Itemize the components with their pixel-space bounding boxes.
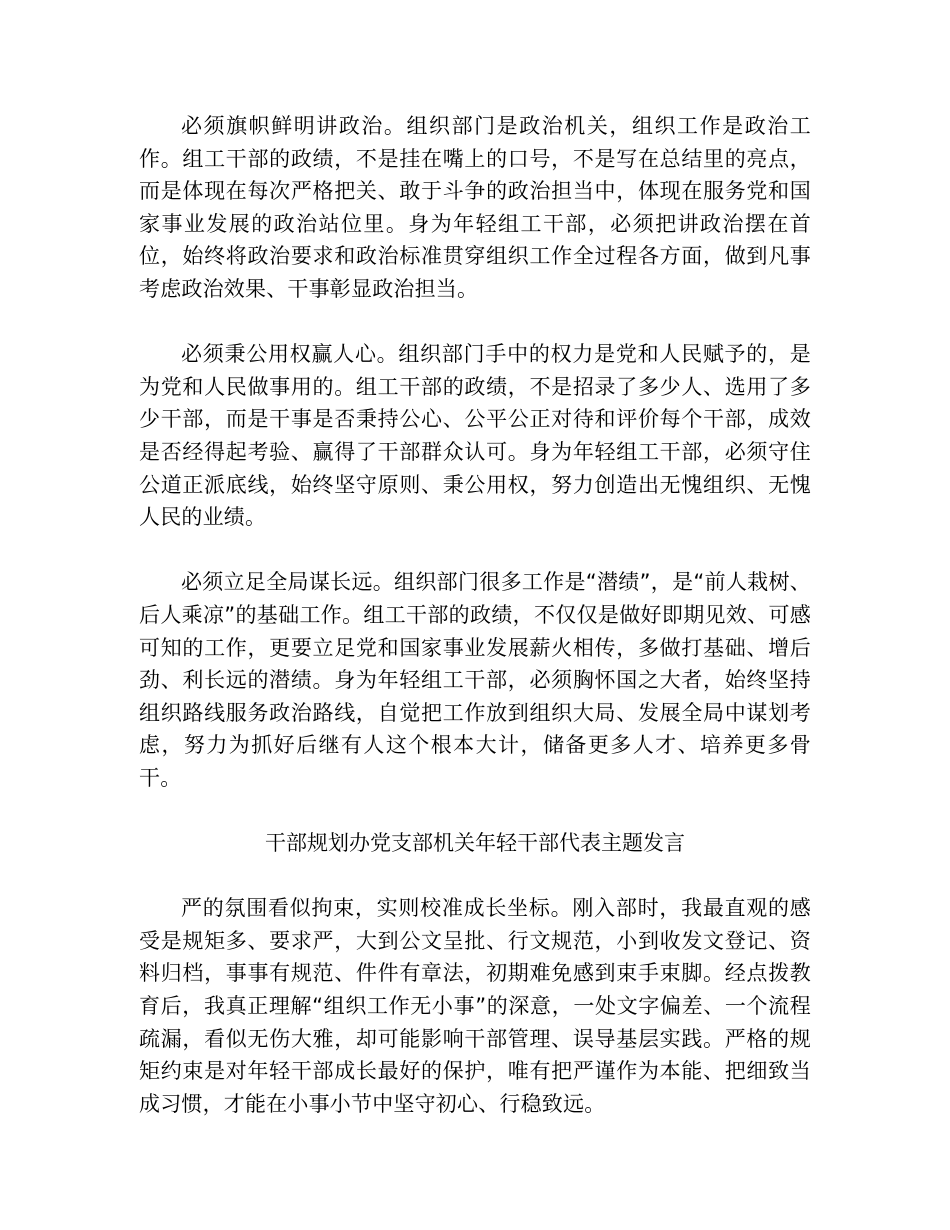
paragraph-politics: 必须旗帜鲜明讲政治。组织部门是政治机关，组织工作是政治工作。组工干部的政绩，不是挂在嘴上的口号，不是写在总结里的亮点，而是体现在每次严格把关、敢于斗争的政治担当中，体现在服务党和国家事业发展的政治站位里。身为年轻组工干部，必须把讲政治摆在首位，始终将政治要求和政治标准贯穿组织工作全过程各方面，做到凡事考虑政治效果、干事彰显政治担当。 — [139, 114, 811, 301]
section-heading: 干部规划办党支部机关年轻干部代表主题发言 — [265, 831, 685, 856]
document-page — [139, 110, 811, 1153]
paragraph-overall: 必须立足全局谋长远。组织部门很多工作是“潜绩”，是“前人栽树、后人乘凉”的基础工作。组工干部的政绩，不仅仅是做好即期见效、可感可知的工作，更要立足党和国家事业发展薪火相传，多做打基础、增后劲、利长远的潜绩。身为年轻组工干部，必须胸怀国之大者，始终坚持组织路线服务政治路线，自觉把工作放到组织大局、发展全局中谋划考虑，努力为抓好后继有人这个根本大计，储备更多人才、培养更多骨干。 — [139, 570, 811, 790]
paragraph-power: 必须秉公用权赢人心。组织部门手中的权力是党和人民赋予的，是为党和人民做事用的。组工干部的政绩，不是招录了多少人、选用了多少干部，而是干事是否秉持公心、公平公正对待和评价每个干部，成效是否经得起考验、赢得了干部群众认可。身为年轻组工干部，必须守住公道正派底线，始终坚守原则、秉公用权，努力创造出无愧组织、无愧人民的业绩。 — [139, 342, 811, 530]
paragraph-strict: 严的氛围看似拘束，实则校准成长坐标。刚入部时，我最直观的感受是规矩多、要求严，大到公文呈批、行文规范，小到收发文登记、资料归档，事事有规范、件件有章法，初期难免感到束手束脚。经点拨教育后，我真正理解“组织工作无小事”的深意，一处文字偏差、一个流程疏漏，看似无伤大雅，却可能影响干部管理、误导基层实践。严格的规矩约束是对年轻干部成长最好的保护，唯有把严谨作为本能、把细致当成习惯，才能在小事小节中坚守初心、行稳致远。 — [139, 896, 811, 1116]
